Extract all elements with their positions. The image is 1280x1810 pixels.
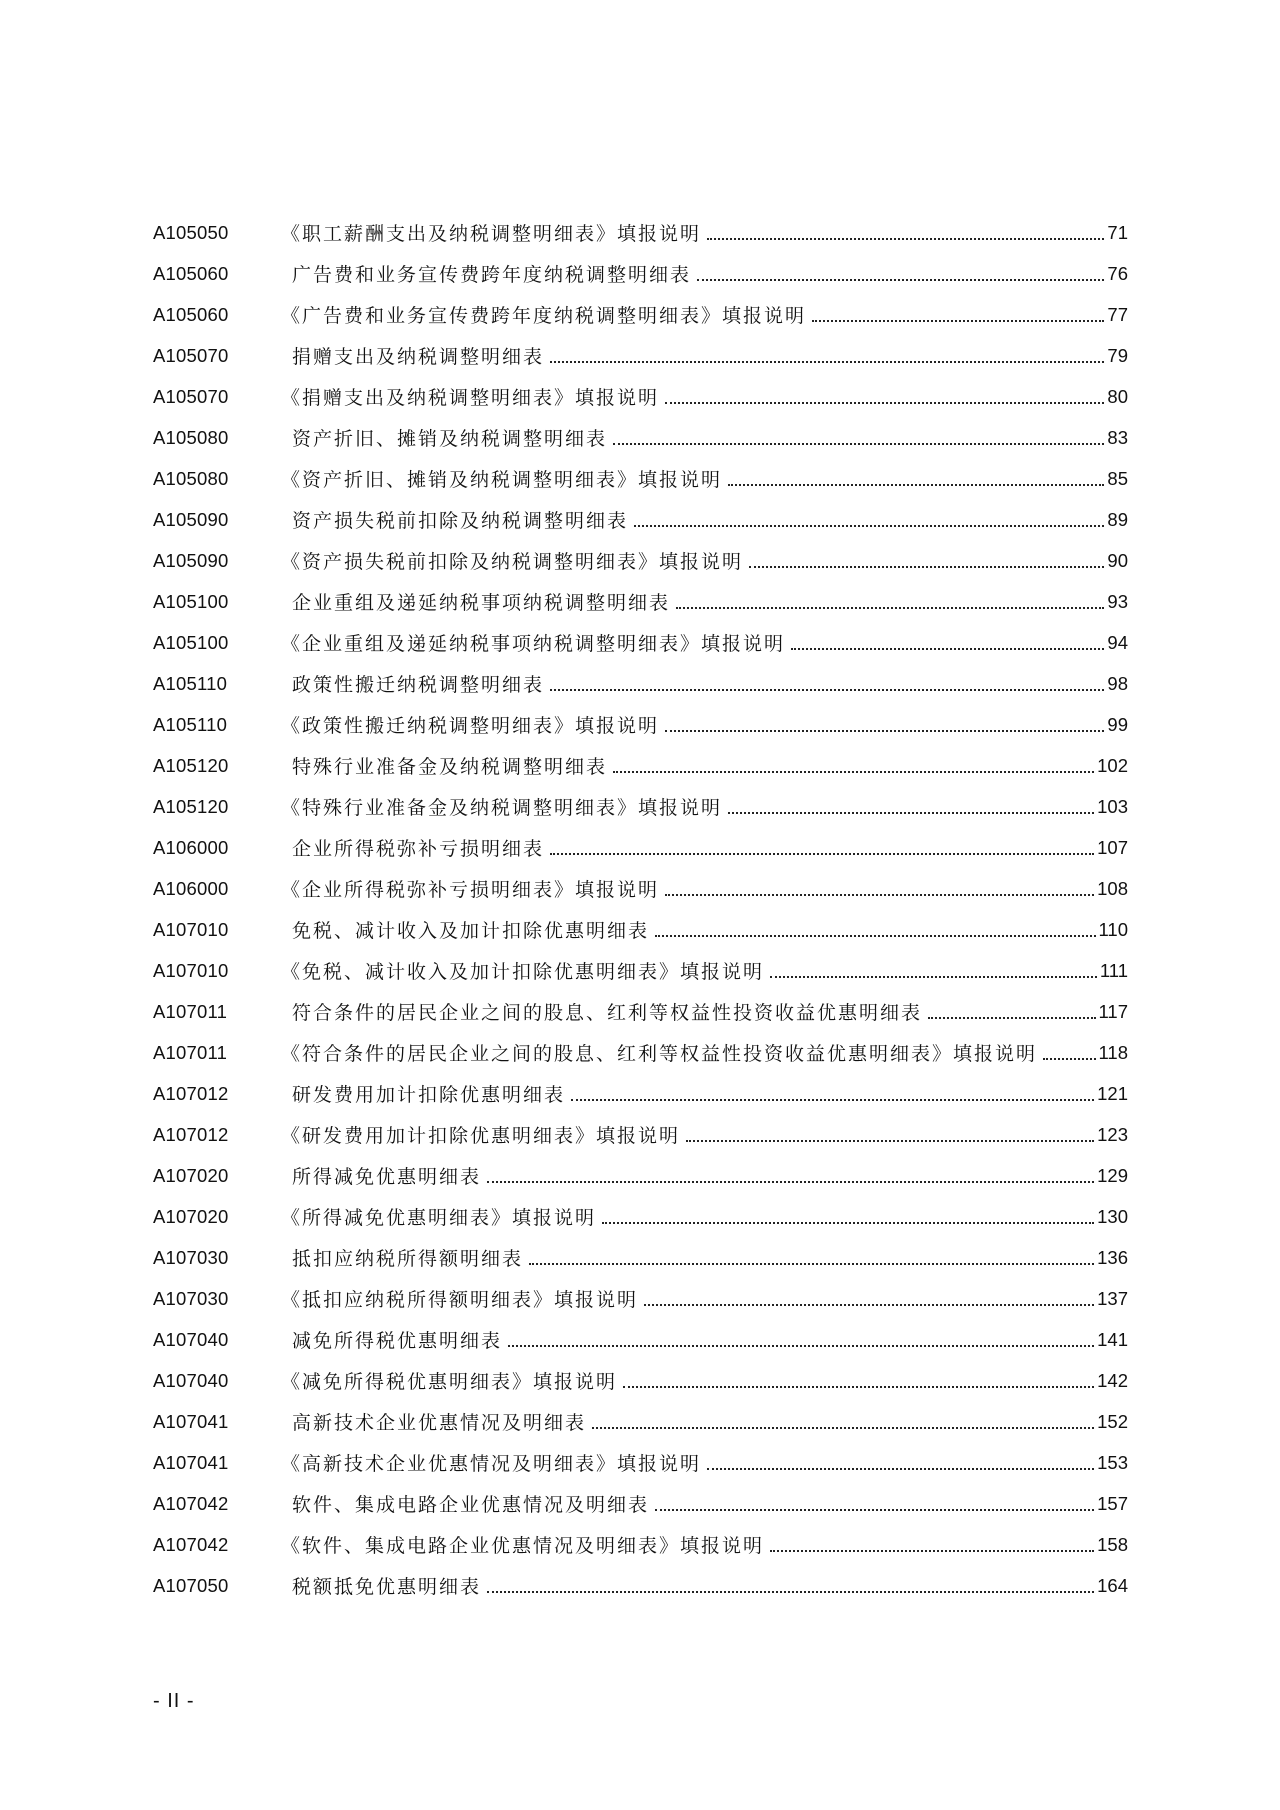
- toc-entry-title: 研发费用加计扣除优惠明细表: [292, 1084, 566, 1106]
- dot-leader: [707, 1468, 1094, 1470]
- toc-entry-title: 资产折旧、摊销及纳税调整明细表: [292, 428, 608, 450]
- toc-entry-code: A105070: [153, 344, 229, 366]
- dot-leader: [749, 566, 1104, 568]
- toc-entry-page-number: 80: [1107, 385, 1128, 407]
- toc-entry-code: A106000: [153, 877, 229, 899]
- toc-entry-page-number: 77: [1107, 303, 1128, 325]
- toc-entry[interactable]: [153, 1032, 1128, 1073]
- dot-leader: [602, 1222, 1094, 1224]
- toc-entry-title: 企业重组及递延纳税事项纳税调整明细表: [292, 592, 671, 614]
- toc-entry-code: A107020: [153, 1164, 229, 1186]
- dot-leader: [508, 1345, 1094, 1347]
- dot-leader: [791, 648, 1104, 650]
- toc-entry-code: A107050: [153, 1574, 229, 1596]
- toc-entry-title: 《特殊行业准备金及纳税调整明细表》填报说明: [281, 797, 723, 819]
- toc-entry-code: A107012: [153, 1082, 229, 1104]
- toc-entry-code: A107011: [153, 1041, 228, 1063]
- toc-entry[interactable]: [153, 950, 1128, 991]
- toc-entry-title: 《广告费和业务宣传费跨年度纳税调整明细表》填报说明: [281, 305, 807, 327]
- dot-leader: [665, 402, 1104, 404]
- toc-entry-page-number: 142: [1097, 1369, 1128, 1391]
- toc-entry-title: 税额抵免优惠明细表: [292, 1576, 482, 1598]
- dot-leader: [770, 1550, 1094, 1552]
- toc-entry-title: 免税、减计收入及加计扣除优惠明细表: [292, 920, 650, 942]
- toc-entry-code: A105050: [153, 221, 229, 243]
- toc-entry-title: 符合条件的居民企业之间的股息、红利等权益性投资收益优惠明细表: [292, 1002, 923, 1024]
- dot-leader: [697, 279, 1104, 281]
- toc-entry-title: 捐赠支出及纳税调整明细表: [292, 346, 545, 368]
- toc-entry[interactable]: [153, 1524, 1128, 1565]
- toc-entry-title: 《研发费用加计扣除优惠明细表》填报说明: [281, 1125, 681, 1147]
- toc-entry[interactable]: [153, 376, 1128, 417]
- toc-entry-title: 《抵扣应纳税所得额明细表》填报说明: [281, 1289, 639, 1311]
- toc-entry-page-number: 137: [1097, 1287, 1128, 1309]
- toc-entry-title: 《软件、集成电路企业优惠情况及明细表》填报说明: [281, 1535, 765, 1557]
- toc-entry-code: A105100: [153, 590, 229, 612]
- toc-entry-code: A107011: [153, 1000, 228, 1022]
- dot-leader: [487, 1591, 1094, 1593]
- dot-leader: [655, 1509, 1094, 1511]
- toc-entry[interactable]: [153, 1319, 1128, 1360]
- dot-leader: [592, 1427, 1094, 1429]
- toc-entry-page-number: 90: [1107, 549, 1128, 571]
- toc-entry[interactable]: [153, 704, 1128, 745]
- dot-leader: [676, 607, 1104, 609]
- toc-entry-title: 高新技术企业优惠情况及明细表: [292, 1412, 587, 1434]
- toc-entry-page-number: 83: [1107, 426, 1128, 448]
- toc-entry-code: A107010: [153, 959, 229, 981]
- toc-entry[interactable]: [153, 909, 1128, 950]
- toc-entry-title: 资产损失税前扣除及纳税调整明细表: [292, 510, 629, 532]
- toc-entry-title: 《免税、减计收入及加计扣除优惠明细表》填报说明: [281, 961, 765, 983]
- toc-entry-page-number: 107: [1097, 836, 1128, 858]
- dot-leader: [634, 525, 1104, 527]
- toc-entry-page-number: 94: [1107, 631, 1128, 653]
- toc-entry[interactable]: [153, 1196, 1128, 1237]
- toc-entry[interactable]: [153, 212, 1128, 253]
- page-number: - II -: [153, 1690, 195, 1712]
- toc-entry-title: 《减免所得税优惠明细表》填报说明: [281, 1371, 618, 1393]
- toc-entry-code: A107030: [153, 1287, 229, 1309]
- dot-leader: [655, 935, 1095, 937]
- toc-entry-title: 《所得减免优惠明细表》填报说明: [281, 1207, 597, 1229]
- toc-entry[interactable]: [153, 1073, 1128, 1114]
- toc-entry-page-number: 123: [1097, 1123, 1128, 1145]
- toc-entry-code: A105060: [153, 262, 229, 284]
- toc-entry-page-number: 103: [1097, 795, 1128, 817]
- toc-entry[interactable]: [153, 417, 1128, 458]
- toc-entry-page-number: 98: [1107, 672, 1128, 694]
- dot-leader: [665, 730, 1104, 732]
- toc-entry-title: 《企业所得税弥补亏损明细表》填报说明: [281, 879, 660, 901]
- toc-entry-code: A107042: [153, 1492, 229, 1514]
- toc-entry-code: A107030: [153, 1246, 229, 1268]
- toc-entry-code: A105120: [153, 795, 229, 817]
- toc-entry[interactable]: [153, 1360, 1128, 1401]
- toc-entry[interactable]: [153, 622, 1128, 663]
- toc-entry-page-number: 99: [1107, 713, 1128, 735]
- toc-entry-title: 所得减免优惠明细表: [292, 1166, 482, 1188]
- dot-leader: [550, 853, 1094, 855]
- toc-entry[interactable]: [153, 1401, 1128, 1442]
- toc-entry-code: A107040: [153, 1369, 229, 1391]
- toc-entry-title: 企业所得税弥补亏损明细表: [292, 838, 545, 860]
- toc-entry[interactable]: [153, 1278, 1128, 1319]
- toc-entry-code: A105090: [153, 508, 229, 530]
- dot-leader: [571, 1099, 1094, 1101]
- table-of-contents: [153, 212, 1128, 1606]
- toc-entry-page-number: 76: [1107, 262, 1128, 284]
- dot-leader: [770, 976, 1097, 978]
- dot-leader: [550, 361, 1104, 363]
- toc-entry[interactable]: [153, 745, 1128, 786]
- toc-entry-title: 《捐赠支出及纳税调整明细表》填报说明: [281, 387, 660, 409]
- toc-entry[interactable]: [153, 294, 1128, 335]
- dot-leader: [686, 1140, 1094, 1142]
- dot-leader: [1043, 1058, 1095, 1060]
- toc-entry-page-number: 164: [1097, 1574, 1128, 1596]
- toc-entry-page-number: 129: [1097, 1164, 1128, 1186]
- dot-leader: [623, 1386, 1094, 1388]
- toc-entry-code: A105060: [153, 303, 229, 325]
- toc-entry[interactable]: [153, 1114, 1128, 1155]
- toc-entry-page-number: 157: [1097, 1492, 1128, 1514]
- toc-entry-code: A107012: [153, 1123, 229, 1145]
- toc-entry-title: 《职工薪酬支出及纳税调整明细表》填报说明: [281, 223, 702, 245]
- toc-entry-code: A107020: [153, 1205, 229, 1227]
- toc-entry[interactable]: [153, 253, 1128, 294]
- dot-leader: [728, 484, 1104, 486]
- toc-entry-title: 《高新技术企业优惠情况及明细表》填报说明: [281, 1453, 702, 1475]
- toc-entry-code: A105120: [153, 754, 229, 776]
- toc-entry-code: A105080: [153, 467, 229, 489]
- toc-entry-page-number: 153: [1097, 1451, 1128, 1473]
- toc-entry-code: A107010: [153, 918, 229, 940]
- toc-entry[interactable]: [153, 1565, 1128, 1606]
- toc-entry-page-number: 111: [1099, 959, 1128, 981]
- toc-entry-page-number: 141: [1097, 1328, 1128, 1350]
- toc-entry-page-number: 108: [1097, 877, 1128, 899]
- dot-leader: [707, 238, 1104, 240]
- dot-leader: [550, 689, 1104, 691]
- toc-entry[interactable]: [153, 581, 1128, 622]
- toc-entry[interactable]: [153, 499, 1128, 540]
- toc-entry-title: 《符合条件的居民企业之间的股息、红利等权益性投资收益优惠明细表》填报说明: [281, 1043, 1038, 1065]
- toc-entry-code: A105070: [153, 385, 229, 407]
- toc-entry[interactable]: [153, 991, 1128, 1032]
- toc-entry-code: A105090: [153, 549, 229, 571]
- dot-leader: [812, 320, 1104, 322]
- toc-entry-page-number: 102: [1097, 754, 1128, 776]
- dot-leader: [613, 771, 1094, 773]
- dot-leader: [644, 1304, 1094, 1306]
- toc-entry-page-number: 152: [1097, 1410, 1128, 1432]
- toc-entry[interactable]: [153, 1155, 1128, 1196]
- toc-entry[interactable]: [153, 868, 1128, 909]
- toc-entry-title: 政策性搬迁纳税调整明细表: [292, 674, 545, 696]
- toc-entry-page-number: 79: [1107, 344, 1128, 366]
- toc-entry-page-number: 130: [1097, 1205, 1128, 1227]
- toc-entry-code: A105110: [153, 713, 228, 735]
- dot-leader: [928, 1017, 1095, 1019]
- toc-entry[interactable]: [153, 786, 1128, 827]
- toc-entry[interactable]: [153, 1442, 1128, 1483]
- toc-entry-code: A105080: [153, 426, 229, 448]
- toc-entry-code: A107042: [153, 1533, 229, 1555]
- toc-entry[interactable]: [153, 335, 1128, 376]
- toc-entry-code: A107040: [153, 1328, 229, 1350]
- dot-leader: [487, 1181, 1094, 1183]
- toc-entry-code: A107041: [153, 1451, 229, 1473]
- toc-entry-title: 《资产损失税前扣除及纳税调整明细表》填报说明: [281, 551, 744, 573]
- toc-entry-page-number: 110: [1098, 918, 1128, 940]
- toc-entry-page-number: 118: [1098, 1041, 1128, 1063]
- toc-entry-page-number: 93: [1107, 590, 1128, 612]
- toc-entry-title: 抵扣应纳税所得额明细表: [292, 1248, 524, 1270]
- dot-leader: [529, 1263, 1094, 1265]
- toc-entry-page-number: 121: [1097, 1082, 1128, 1104]
- toc-entry[interactable]: [153, 458, 1128, 499]
- toc-entry[interactable]: [153, 540, 1128, 581]
- toc-entry-title: 减免所得税优惠明细表: [292, 1330, 503, 1352]
- toc-entry-title: 软件、集成电路企业优惠情况及明细表: [292, 1494, 650, 1516]
- toc-entry-title: 《企业重组及递延纳税事项纳税调整明细表》填报说明: [281, 633, 786, 655]
- toc-entry-title: 《政策性搬迁纳税调整明细表》填报说明: [281, 715, 660, 737]
- toc-entry-code: A105100: [153, 631, 229, 653]
- toc-entry[interactable]: [153, 663, 1128, 704]
- toc-entry-page-number: 117: [1098, 1000, 1128, 1022]
- toc-entry-page-number: 89: [1107, 508, 1128, 530]
- toc-entry-page-number: 158: [1097, 1533, 1128, 1555]
- toc-entry-title: 特殊行业准备金及纳税调整明细表: [292, 756, 608, 778]
- toc-entry-page-number: 136: [1097, 1246, 1128, 1268]
- toc-entry-page-number: 71: [1107, 221, 1128, 243]
- dot-leader: [613, 443, 1104, 445]
- toc-entry-code: A106000: [153, 836, 229, 858]
- toc-entry-page-number: 85: [1107, 467, 1128, 489]
- dot-leader: [665, 894, 1094, 896]
- dot-leader: [728, 812, 1094, 814]
- toc-entry-code: A107041: [153, 1410, 229, 1432]
- toc-entry[interactable]: [153, 827, 1128, 868]
- toc-entry[interactable]: [153, 1483, 1128, 1524]
- toc-entry-code: A105110: [153, 672, 228, 694]
- toc-entry-title: 广告费和业务宣传费跨年度纳税调整明细表: [292, 264, 692, 286]
- toc-entry[interactable]: [153, 1237, 1128, 1278]
- toc-entry-title: 《资产折旧、摊销及纳税调整明细表》填报说明: [281, 469, 723, 491]
